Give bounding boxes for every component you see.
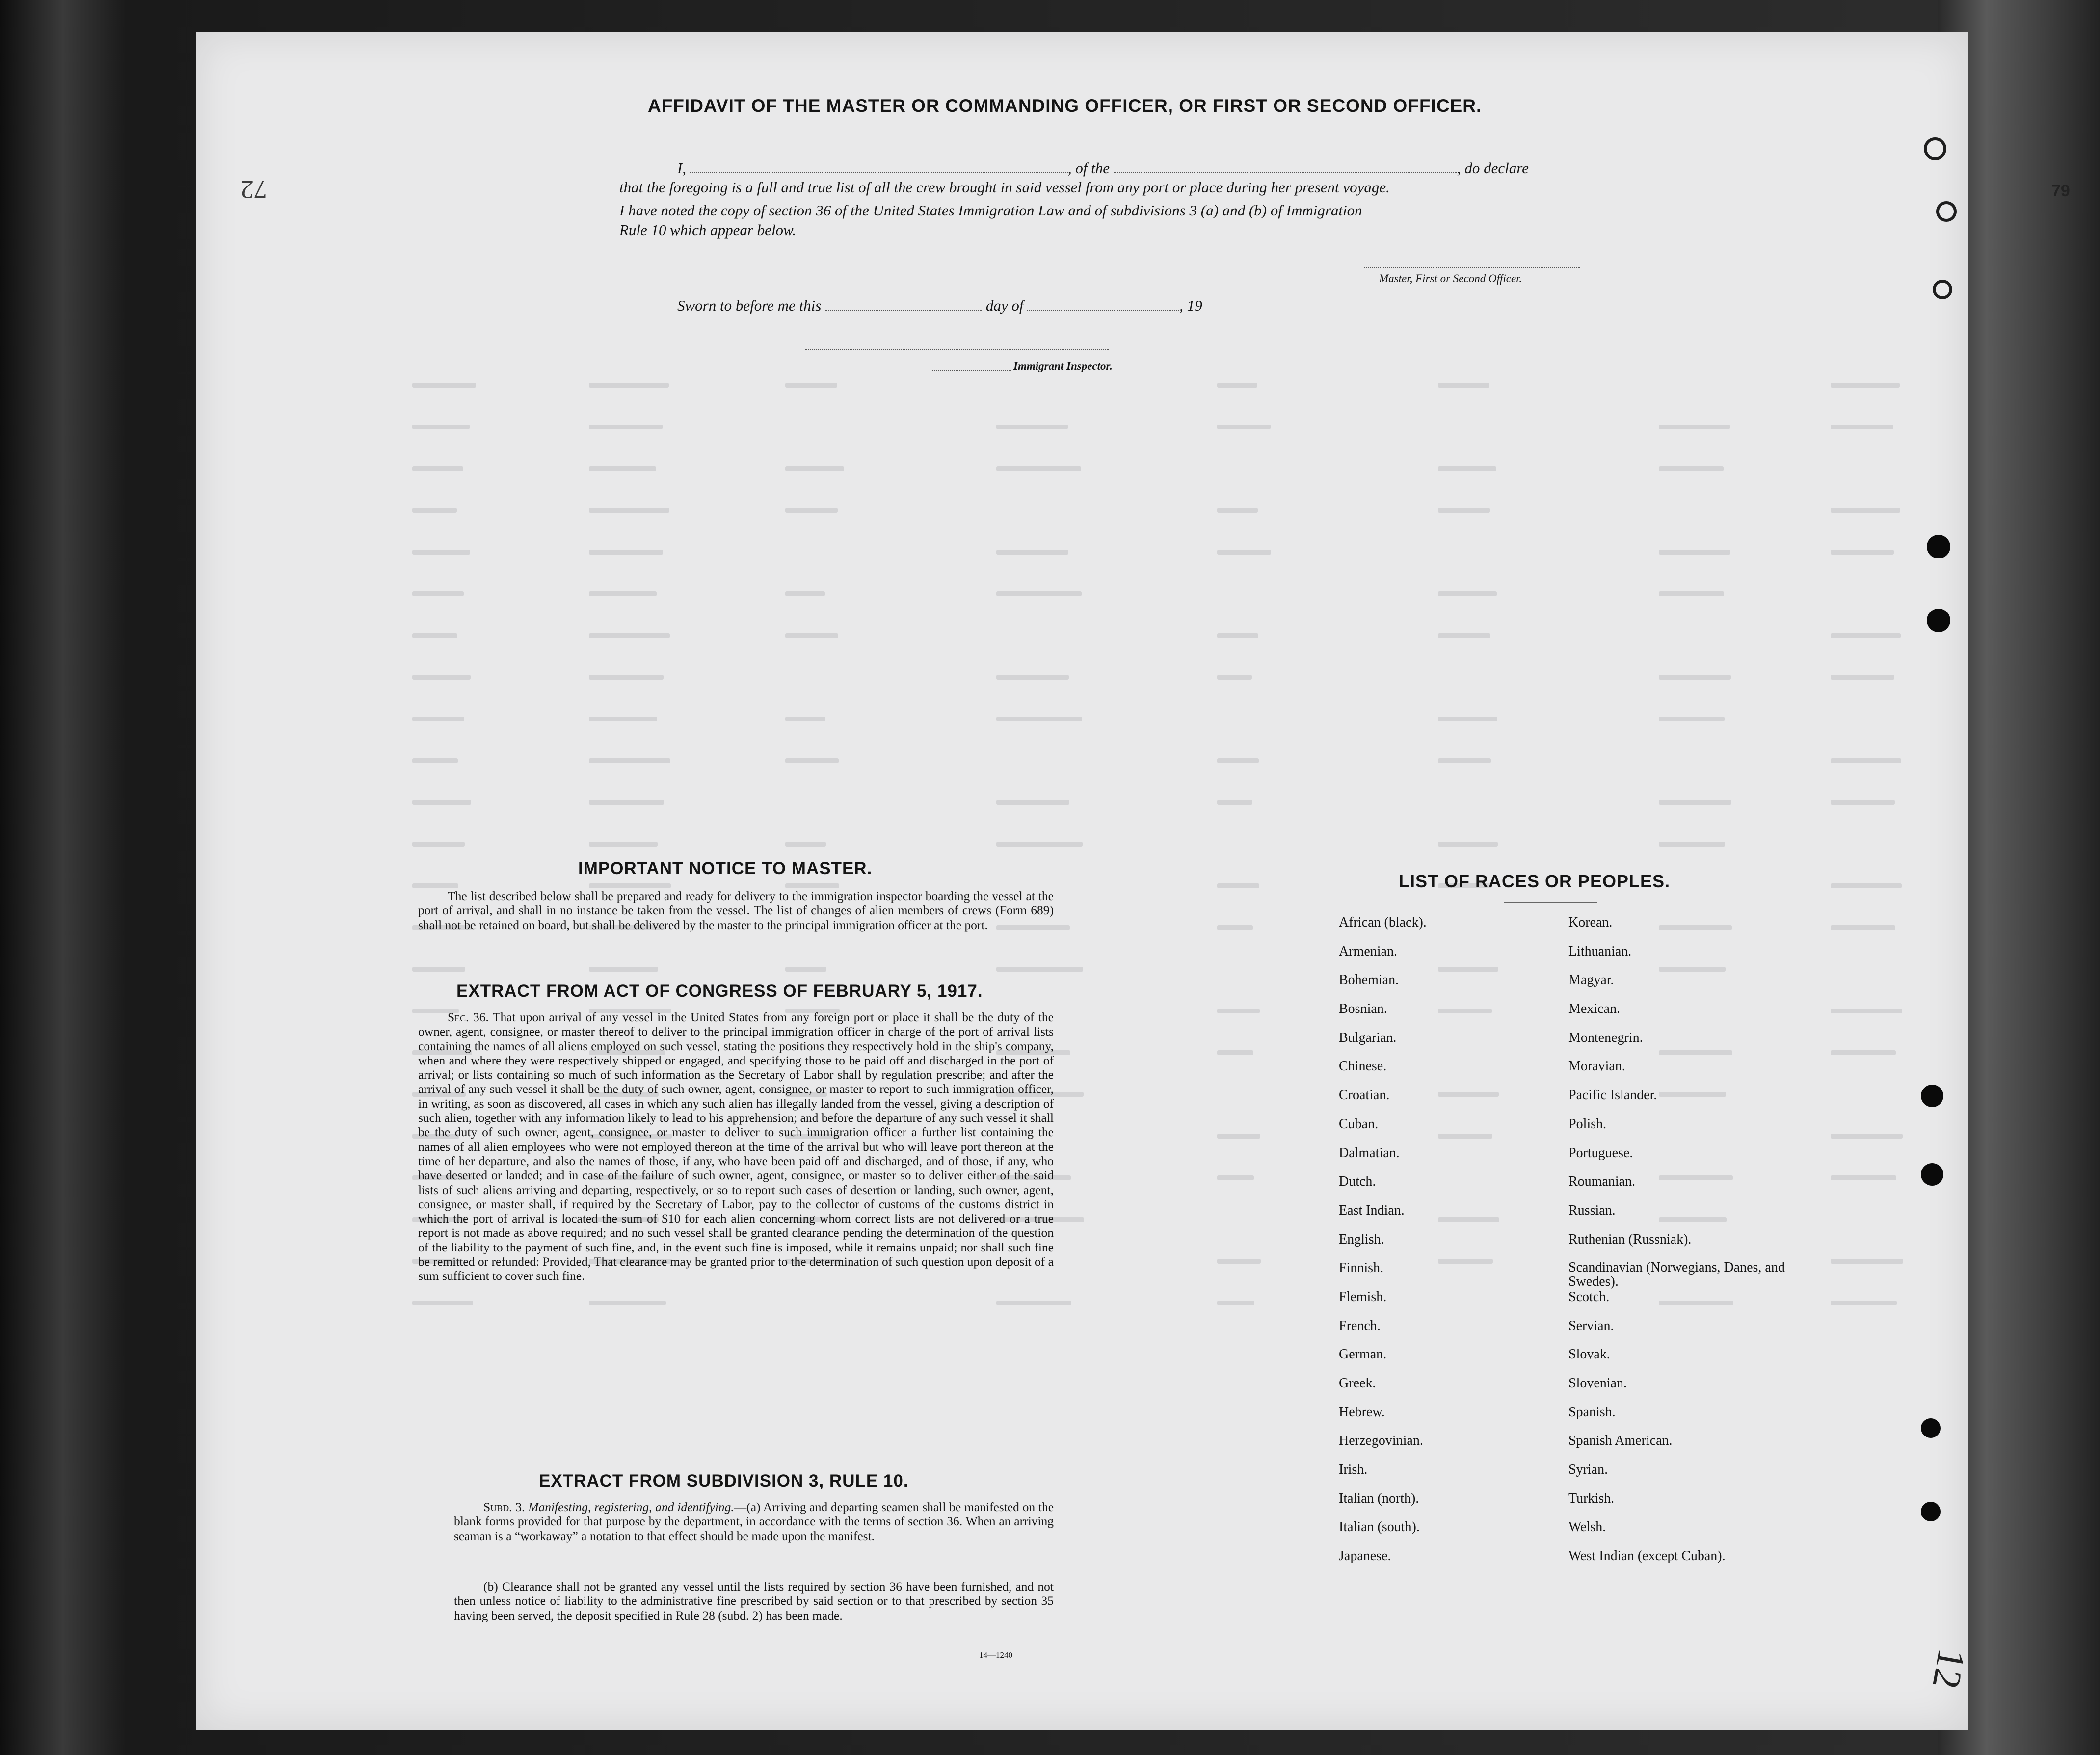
races-heading: LIST OF RACES OR PEOPLES. [1399,871,1671,891]
race-item: Dutch. [1339,1174,1376,1190]
race-item: Bohemian. [1339,972,1399,988]
race-item: Welsh. [1568,1519,1606,1535]
sworn-year: , 19 [1179,297,1202,314]
race-item: English. [1339,1231,1384,1247]
notice-text: The list described below shall be prepared and ready for delivery to the immigration inspector boarding the vessel at the port of arrival, and shall in no instance be taken from the vessel. The list of changes of alien members of crews (Form 689) shall not be retained on board, but shall be delivered by the master to the principal immigration officer at the port. [418,889,1054,932]
bleed-through-row [383,842,1953,845]
race-item: Polish. [1568,1116,1607,1132]
race-item: Greek. [1339,1376,1376,1391]
bleed-through-row [383,591,1953,594]
race-item: Lithuanian. [1568,943,1632,959]
inspector-label: Immigrant Inspector. [1013,360,1113,372]
extract-rule-heading: EXTRACT FROM SUBDIVISION 3, RULE 10. [539,1471,909,1490]
extract-act-heading: EXTRACT FROM ACT OF CONGRESS OF FEBRUARY 5, 1917. [456,982,983,1001]
punch-hole-4 [1921,1163,1943,1186]
punch-hole-5 [1921,1418,1941,1438]
race-item: Slovenian. [1568,1376,1627,1391]
race-item: West Indian (except Cuban). [1568,1548,1726,1564]
extract-rule-paragraph-a [454,1500,1054,1543]
master-signature-label: Master, First or Second Officer. [1379,272,1522,285]
extract-rule-paragraph-b [454,1579,1054,1622]
corner-mark: 12 [1924,1646,1973,1692]
race-item: Pacific Islander. [1568,1088,1657,1103]
bleed-through-row [383,383,1953,386]
bleed-through-row [383,883,1953,886]
race-item: Finnish. [1339,1260,1384,1276]
race-item: Hebrew. [1339,1404,1385,1420]
race-item: Bulgarian. [1339,1030,1397,1045]
punch-hole-1 [1927,535,1950,558]
races-rule [1504,902,1597,903]
rule-text-a: —(a) Arriving and departing seamen shall be manifested on the blank forms provided for that purpose by the department, in accordance with the terms of section 36. When an arriving seaman is a “workaway” a notation to that effect should be made upon the manifest. [454,1500,1054,1543]
sworn-prefix: Sworn to before me this [677,297,822,314]
affidavit-declare: , do declare [1457,160,1529,177]
races-left-column [1339,915,1550,1577]
inspector-signature-line [805,349,1109,350]
affidavit-title: AFFIDAVIT OF THE MASTER OR COMMANDING OFFICER, OR FIRST OR SECOND OFFICER. [648,96,1482,116]
race-item: Korean. [1568,915,1613,930]
affidavit-line-3: I have noted the copy of section 36 of the United States Immigration Law and of subdivisions 3 (a) and (b) of Immigration [619,202,1362,219]
race-item: East Indian. [1339,1202,1405,1218]
month-blank [1027,310,1179,311]
bleed-through-row [383,717,1953,719]
race-item: Flemish. [1339,1289,1387,1304]
race-item: Cuban. [1339,1116,1379,1132]
notice-heading: IMPORTANT NOTICE TO MASTER. [578,859,873,878]
bleed-through-row [383,508,1953,511]
race-item: Spanish American. [1568,1433,1673,1449]
bleed-through-row [383,633,1953,636]
races-right-column [1568,915,1792,1577]
affidavit-i: I, [677,160,687,177]
race-item: Armenian. [1339,943,1397,959]
race-item: Montenegrin. [1568,1030,1643,1045]
sworn-day-of: day of [985,297,1024,314]
race-item: Servian. [1568,1318,1614,1333]
subd-label: Subd. 3. [483,1500,525,1514]
bleed-through-row [383,425,1953,427]
sworn-line [677,297,1202,315]
race-item: Slovak. [1568,1347,1610,1362]
day-blank [825,310,982,311]
bleed-through-row [383,758,1953,761]
race-item: German. [1339,1347,1387,1362]
race-item: Magyar. [1568,972,1614,988]
race-item: Japanese. [1339,1548,1391,1564]
affidavit-of-the: , of the [1067,160,1110,177]
race-item: Bosnian. [1339,1001,1387,1017]
extract-act-text: That upon arrival of any vessel in the United States from any foreign port or place it shall be the duty of the owner, agent, consignee, or master thereof to deliver to the principal immigration officer in charge of the port of arrival lists containing the names of all aliens employed on such vessel, stating the positions they respectively hold in the ship's company, when and where they were respectively shipped or engaged, and specifying those to be paid off and discharged in the port of arrival; or lists containing so much of such information as the Secretary of Labor shall by regulation prescribe; and after the arrival of any such vessel it shall be the duty of such owner, agent, consignee, or master to report to such immigration officer, in writing, as soon as discovered, all cases in which any such alien has illegally landed from the vessel, giving a description of such alien, together with any information likely to lead to his apprehension; and before the departure of any such vessel it shall be the duty of such owner, agent, consignee, or master to deliver to such immigration officer a further list containing the names of all alien employees who were not employed thereon at the time of the arrival but who will leave port thereon at the time of her departure, and also the names of those, if any, who have been paid off and discharged, and of those, if any, who have deserted or landed; and in case of the failure of such owner, agent, consignee, or master so to deliver either of the said lists of such aliens arriving and departing, respectively, or so to report such cases of desertion or landing, such owner, agent, consignee, or master shall, if required by the Secretary of Labor, pay to the collector of customs of the customs district in which the port of arrival is located the sum of $10 for each alien concerning whom correct lists are not delivered or a true report is not made as above required; and no such vessel shall be granted clearance pending the determination of the question of the liability to the payment of such fine, and, in the event such fine is imposed, while it remains unpaid; nor shall such fine be remitted or refunded: Provided, That clearance may be granted prior to the determination of such question upon deposit of a sum sufficient to cover such fine. [418,1010,1054,1283]
punch-hole-3 [1921,1085,1943,1107]
race-item: Scotch. [1568,1289,1610,1304]
race-item: Herzegovinian. [1339,1433,1423,1449]
master-signature-line [1364,267,1580,268]
race-item: Moravian. [1568,1059,1625,1074]
binder-ring-3 [1933,280,1952,299]
subd-title: Manifesting, registering, and identifying. [528,1500,734,1514]
race-item: Irish. [1339,1462,1368,1478]
binder-ring-2 [1936,201,1957,222]
race-item: Chinese. [1339,1059,1387,1074]
left-margin-number: 72 [240,175,267,204]
race-item: Ruthenian (Russniak). [1568,1231,1692,1247]
race-item: Mexican. [1568,1001,1620,1017]
affidavit-line-4: Rule 10 which appear below. [619,221,797,239]
right-margin-number: 79 [2051,182,2070,200]
notice-paragraph [418,889,1054,932]
name-blank [690,172,1068,173]
race-item: French. [1339,1318,1381,1333]
race-item: Scandinavian (Norwegians, Danes, and Swedes). [1568,1260,1785,1290]
race-item: Spanish. [1568,1404,1616,1420]
bleed-through-row [383,466,1953,469]
race-item: Croatian. [1339,1088,1390,1103]
affidavit-line-2: that the foregoing is a full and true list of all the crew brought in said vessel from any port or place during her present voyage. [619,179,1390,196]
race-item: African (black). [1339,915,1427,930]
vessel-blank [1114,172,1457,173]
binder-ring-1 [1924,137,1946,160]
bleed-through-row [383,675,1953,678]
punch-hole-6 [1921,1502,1941,1521]
race-item: Italian (north). [1339,1490,1419,1506]
race-item: Russian. [1568,1202,1616,1218]
bleed-through-row [383,550,1953,553]
section-label: Sec. 36. [448,1010,489,1024]
form-number: 14—1240 [979,1650,1012,1660]
race-item: Dalmatian. [1339,1145,1400,1161]
inspector-dots [932,370,1011,371]
extract-act-paragraph [418,1010,1054,1283]
bleed-through-row [383,800,1953,803]
race-item: Portuguese. [1568,1145,1633,1161]
race-item: Turkish. [1568,1490,1615,1506]
punch-hole-2 [1927,609,1950,632]
affidavit-line-1 [677,160,1529,177]
race-item: Italian (south). [1339,1519,1420,1535]
race-item: Syrian. [1568,1462,1608,1478]
race-item: Roumanian. [1568,1174,1636,1190]
rule-text-b: (b) Clearance shall not be granted any vessel until the lists required by section 36 have been furnished, and not then unless notice of liability to the administrative fine prescribed by said section or to that prescribed by section 35 having been served, the deposit specified in Rule 28 (subd. 2) has been made. [454,1579,1054,1622]
